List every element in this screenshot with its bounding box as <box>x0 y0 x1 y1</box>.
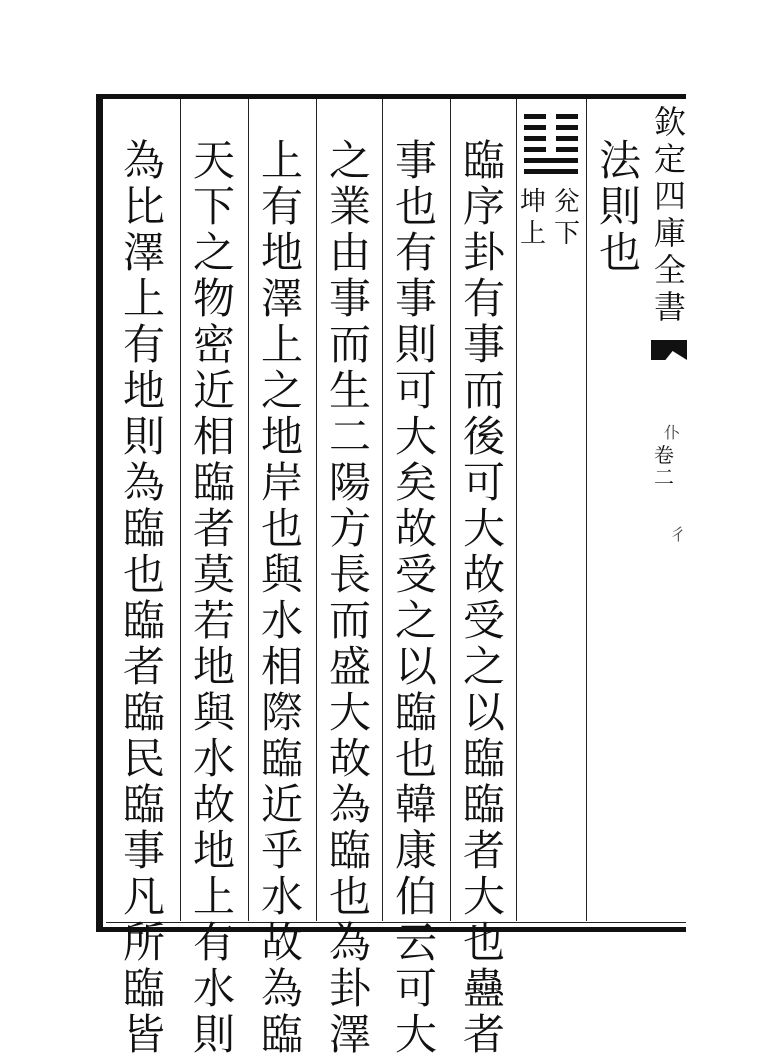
text-char: 而 <box>328 320 371 369</box>
text-char: 卦 <box>462 228 505 277</box>
column-rule <box>450 99 451 921</box>
text-char: 而 <box>328 596 371 645</box>
text-char: 也 <box>260 504 303 553</box>
text-char: 澤 <box>328 1010 371 1059</box>
lower-trigram-label <box>554 186 580 250</box>
text-char: 天 <box>192 136 235 185</box>
text-char: 相 <box>260 642 303 691</box>
text-char: 臨 <box>260 734 303 783</box>
column-rule <box>248 99 249 921</box>
text-char: 康 <box>394 826 437 875</box>
text-char: 為 <box>122 458 165 507</box>
text-char: 則 <box>122 412 165 461</box>
title-char: 欽 <box>653 103 686 141</box>
text-char: 為 <box>328 918 371 967</box>
text-column <box>184 138 244 1058</box>
upper-trigram-label <box>520 186 546 250</box>
text-char: 也 <box>394 182 437 231</box>
text-char: 可 <box>462 458 505 507</box>
text-char: 有 <box>260 182 303 231</box>
text-char: 有 <box>192 918 235 967</box>
text-char: 比 <box>122 182 165 231</box>
text-char: 者 <box>462 826 505 875</box>
text-char: 臨 <box>462 780 505 829</box>
text-char: 澤 <box>260 274 303 323</box>
text-char: 也 <box>394 734 437 783</box>
text-char: 有 <box>122 320 165 369</box>
text-char: 大 <box>394 412 437 461</box>
text-char: 盛 <box>328 642 371 691</box>
title-char: 書 <box>653 288 686 326</box>
text-char: 也 <box>462 918 505 967</box>
text-char: 臨 <box>394 688 437 737</box>
text-char: 者 <box>462 1010 505 1059</box>
text-char: 相 <box>192 412 235 461</box>
hexagram-line-solid <box>524 158 578 163</box>
column-rule <box>180 99 181 921</box>
text-char: 上 <box>192 872 235 921</box>
text-char: 業 <box>328 182 371 231</box>
text-char: 者 <box>192 504 235 553</box>
text-char: 以 <box>462 688 505 737</box>
text-char: 可 <box>394 366 437 415</box>
text-char: 物 <box>192 274 235 323</box>
text-column <box>114 138 174 1058</box>
trigram-char: 坤 <box>520 187 547 217</box>
text-char: 事 <box>462 320 505 369</box>
volume-char: 卷 <box>654 443 674 467</box>
text-char: 近 <box>260 780 303 829</box>
text-char: 與 <box>260 550 303 599</box>
text-char: 事 <box>122 826 165 875</box>
text-char: 則 <box>598 182 641 231</box>
text-char: 陽 <box>328 458 371 507</box>
text-char: 臨 <box>122 780 165 829</box>
text-char: 法 <box>598 136 641 185</box>
text-char: 上 <box>122 274 165 323</box>
text-char: 臨 <box>328 826 371 875</box>
text-char: 水 <box>192 734 235 783</box>
text-char: 下 <box>192 182 235 231</box>
text-char: 大 <box>462 504 505 553</box>
column-rule <box>316 99 317 921</box>
trigram-char: 兊 <box>554 187 581 217</box>
text-char: 上 <box>260 320 303 369</box>
text-char: 水 <box>260 872 303 921</box>
text-char: 大 <box>462 872 505 921</box>
text-char: 岸 <box>260 458 303 507</box>
text-char: 以 <box>394 642 437 691</box>
trigram-char: 下 <box>554 219 581 249</box>
text-char: 卦 <box>328 964 371 1013</box>
text-char: 地 <box>260 412 303 461</box>
title-char: 庫 <box>653 214 686 252</box>
text-char: 可 <box>394 964 437 1013</box>
text-char: 故 <box>260 918 303 967</box>
text-char: 有 <box>462 274 505 323</box>
text-column <box>454 138 514 1058</box>
text-column <box>320 138 380 1058</box>
text-char: 所 <box>122 918 165 967</box>
text-char: 事 <box>394 136 437 185</box>
text-char: 生 <box>328 366 371 415</box>
margin-mark: 彳 <box>670 525 687 544</box>
text-char: 故 <box>394 504 437 553</box>
title-char: 定 <box>653 140 686 178</box>
column-rule <box>516 99 517 921</box>
text-char: 與 <box>192 688 235 737</box>
text-char: 故 <box>462 550 505 599</box>
text-char: 大 <box>394 1010 437 1059</box>
text-char: 澤 <box>122 228 165 277</box>
text-char: 序 <box>462 182 505 231</box>
lin-hexagram-icon <box>524 114 578 180</box>
text-char: 為 <box>122 136 165 185</box>
text-char: 為 <box>328 780 371 829</box>
text-char: 事 <box>394 274 437 323</box>
text-char: 臨 <box>462 136 505 185</box>
hexagram-line-broken <box>524 114 578 119</box>
text-char: 之 <box>260 366 303 415</box>
title-char: 四 <box>653 177 686 215</box>
text-char: 際 <box>260 688 303 737</box>
text-char: 由 <box>328 228 371 277</box>
trigram-labels <box>520 186 580 250</box>
text-char: 也 <box>598 228 641 277</box>
text-char: 民 <box>122 734 165 783</box>
text-char: 方 <box>328 504 371 553</box>
text-char: 長 <box>328 550 371 599</box>
text-char: 而 <box>462 366 505 415</box>
text-char: 二 <box>328 412 371 461</box>
text-char: 臨 <box>122 688 165 737</box>
text-column <box>386 138 446 1058</box>
margin-book-title <box>652 104 688 326</box>
text-char: 之 <box>192 228 235 277</box>
text-char: 地 <box>260 228 303 277</box>
text-char: 故 <box>328 734 371 783</box>
text-char: 受 <box>394 550 437 599</box>
text-char: 伯 <box>394 872 437 921</box>
text-char: 為 <box>260 964 303 1013</box>
column-rule <box>586 99 587 921</box>
volume-number <box>654 444 674 488</box>
column-rule <box>382 99 383 921</box>
text-char: 受 <box>462 596 505 645</box>
margin-mark: 仆 <box>664 423 681 442</box>
title-char: 全 <box>653 251 686 289</box>
text-char: 臨 <box>122 964 165 1013</box>
text-char: 地 <box>122 366 165 415</box>
text-char: 水 <box>260 596 303 645</box>
text-char: 上 <box>260 136 303 185</box>
text-char: 皆 <box>122 1010 165 1059</box>
text-char: 蠱 <box>462 964 505 1013</box>
text-char: 臨 <box>122 596 165 645</box>
text-char: 事 <box>328 274 371 323</box>
trigram-char: 上 <box>520 219 547 249</box>
text-char: 密 <box>192 320 235 369</box>
text-column <box>252 138 312 1058</box>
text-char: 則 <box>394 320 437 369</box>
text-char: 後 <box>462 412 505 461</box>
text-char: 凡 <box>122 872 165 921</box>
text-char: 地 <box>192 826 235 875</box>
text-char: 也 <box>122 550 165 599</box>
text-char: 有 <box>394 228 437 277</box>
hexagram-line-broken <box>524 136 578 141</box>
text-char: 臨 <box>260 1010 303 1059</box>
text-char: 之 <box>394 596 437 645</box>
text-char: 故 <box>192 780 235 829</box>
text-char: 韓 <box>394 780 437 829</box>
text-char: 之 <box>328 136 371 185</box>
text-char: 云 <box>394 918 437 967</box>
text-char: 臨 <box>122 504 165 553</box>
volume-char: 二 <box>654 465 674 489</box>
hexagram-line-solid <box>524 169 578 174</box>
text-column <box>590 138 650 276</box>
hexagram-line-broken <box>524 125 578 130</box>
text-char: 臨 <box>192 458 235 507</box>
text-char: 若 <box>192 596 235 645</box>
text-char: 矣 <box>394 458 437 507</box>
hexagram-line-broken <box>524 147 578 152</box>
text-char: 之 <box>462 642 505 691</box>
text-char: 近 <box>192 366 235 415</box>
text-char: 地 <box>192 642 235 691</box>
text-char: 水 <box>192 964 235 1013</box>
text-char: 者 <box>122 642 165 691</box>
text-char: 也 <box>328 872 371 921</box>
text-char: 大 <box>328 688 371 737</box>
text-char: 莫 <box>192 550 235 599</box>
text-char: 則 <box>192 1010 235 1059</box>
text-char: 臨 <box>462 734 505 783</box>
text-char: 乎 <box>260 826 303 875</box>
